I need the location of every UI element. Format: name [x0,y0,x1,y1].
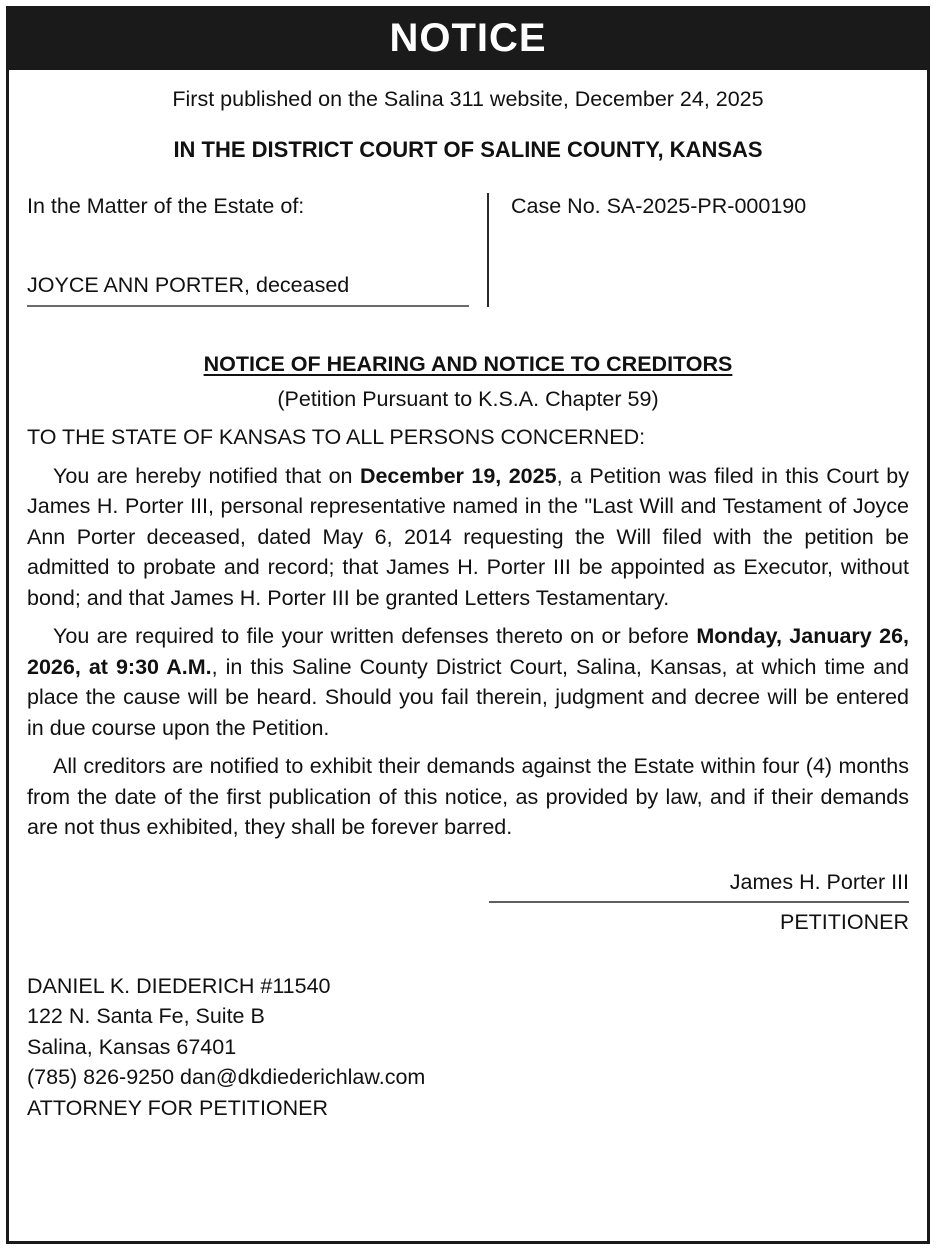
attorney-contact: (785) 826-9250 dan@dkdiederichlaw.com [27,1065,426,1090]
decedent-name: JOYCE ANN PORTER, deceased [27,272,469,307]
estate-matter-label: In the Matter of the Estate of: [27,193,305,218]
attorney-address-line-1: 122 N. Santa Fe, Suite B [27,1004,265,1029]
paragraph-2-hearing-datetime: Monday, January 26, 2026, at 9:30 A.M. [27,624,910,679]
notice-banner-title: NOTICE [9,9,927,70]
paragraph-hearing-deadline [27,621,909,743]
caption-left-column [27,193,487,308]
caption-right-column [487,193,909,308]
paragraph-2-part-2: , in this Saline County District Court, Salina, Kansas, at which time and place the cause will be heard. Should you fail therein, judgment and decree will be entered in due course upon the Petition. [27,654,909,740]
paragraph-petition-filed [27,461,909,614]
attorney-address-line-2: Salina, Kansas 67401 [27,1034,237,1059]
paragraph-1-part-2: , a Petition was filed in this Court by James H. Porter III, personal representative named in the "Last Will and Testament of Joyce Ann Porter deceased, dated May 6, 2014 requesting the Will filed with the petition be admitted to probate and record; that James H. Porter III be appointed as Executor, without bond; and that James H. Porter III be granted Letters Testamentary. [27,463,910,610]
signature-block [27,869,909,937]
publication-line: First published on the Salina 311 website, December 24, 2025 [172,87,764,111]
paragraph-2-part-1: You are required to file your written defenses thereto on or before [53,624,697,649]
case-caption [27,193,909,308]
attorney-block [27,971,909,1124]
attorney-role: ATTORNEY FOR PETITIONER [27,1095,329,1120]
document-subtitle: (Petition Pursuant to K.S.A. Chapter 59) [277,387,659,412]
petitioner-name: James H. Porter III [489,869,909,903]
attorney-name: DANIEL K. DIEDERICH #11540 [27,973,331,998]
paragraph-1-part-1: You are hereby notified that on [53,463,360,488]
case-number: Case No. SA-2025-PR-000190 [511,193,807,218]
court-heading: IN THE DISTRICT COURT OF SALINE COUNTY, KANSAS [173,136,763,162]
addressee-line: TO THE STATE OF KANSAS TO ALL PERSONS CONCERNED: [27,425,646,450]
document-title: NOTICE OF HEARING AND NOTICE TO CREDITORS [203,352,733,377]
paragraph-creditors-notice: All creditors are notified to exhibit their demands against the Estate within four (4) months from the date of the first publication of this notice, as provided by law, and if their demands are not thus exhibited, they shall be forever barred. [27,754,909,840]
notice-body [9,70,927,1241]
notice-frame [6,6,930,1244]
petitioner-role: PETITIONER [779,909,909,934]
paragraph-1-filing-date: December 19, 2025 [359,463,557,488]
